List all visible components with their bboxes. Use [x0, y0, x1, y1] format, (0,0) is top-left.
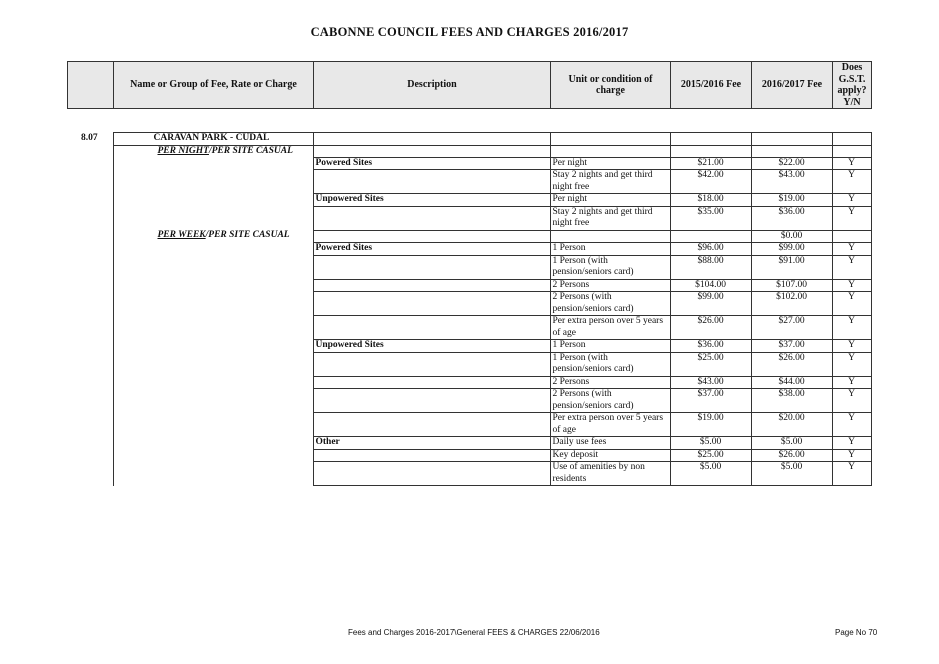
- unit-cell: 1 Person: [550, 340, 670, 353]
- subheading-per-week: PER WEEK/PER SITE CASUAL: [113, 230, 313, 243]
- table-row: [67, 170, 871, 194]
- gst-cell: Y: [832, 292, 871, 316]
- description-cell: [313, 352, 550, 376]
- name-cell: [113, 206, 313, 230]
- table-row: [67, 255, 871, 279]
- unit-cell: Key deposit: [550, 449, 670, 462]
- gst-cell: [832, 230, 871, 243]
- name-cell: [113, 376, 313, 389]
- unit-cell: Per night: [550, 194, 670, 207]
- description-cell: [313, 413, 550, 437]
- description-cell: [313, 230, 550, 243]
- description-cell: Powered Sites: [313, 157, 550, 170]
- fee-2016-cell: $99.00: [751, 243, 832, 256]
- unit-cell: Stay 2 nights and get third night free: [550, 170, 670, 194]
- fees-table: [67, 132, 872, 486]
- name-cell: [113, 352, 313, 376]
- table-row: [67, 279, 871, 292]
- name-cell: [113, 255, 313, 279]
- fee-2016-cell: $102.00: [751, 292, 832, 316]
- fee-2015-cell: $104.00: [670, 279, 751, 292]
- description-cell: [313, 462, 550, 486]
- fee-2016-cell: $91.00: [751, 255, 832, 279]
- section-code: 8.07: [81, 132, 98, 143]
- table-row: [67, 449, 871, 462]
- name-cell: [113, 437, 313, 450]
- fee-2016-cell: $26.00: [751, 352, 832, 376]
- unit-cell: 1 Person (with pension/seniors card): [550, 352, 670, 376]
- header-description: Description: [314, 62, 551, 109]
- unit-cell: Daily use fees: [550, 437, 670, 450]
- table-row: [67, 340, 871, 353]
- fee-2016-cell: $107.00: [751, 279, 832, 292]
- gst-cell: Y: [832, 437, 871, 450]
- unit-cell: Per night: [550, 157, 670, 170]
- unit-cell: Use of amenities by non residents: [550, 462, 670, 486]
- code-cell: [67, 157, 113, 170]
- gst-cell: Y: [832, 279, 871, 292]
- fee-2015-cell: $99.00: [670, 292, 751, 316]
- table-row: [67, 316, 871, 340]
- code-cell: [67, 170, 113, 194]
- name-cell: [113, 449, 313, 462]
- document-title: CABONNE COUNCIL FEES AND CHARGES 2016/2017: [310, 25, 629, 39]
- header-unit: Unit or condition of charge: [551, 62, 671, 109]
- fee-2015-cell: $25.00: [670, 352, 751, 376]
- table-row: [67, 376, 871, 389]
- code-cell: [67, 292, 113, 316]
- header-fee-2015: 2015/2016 Fee: [671, 62, 752, 109]
- fee-2016-cell: $5.00: [751, 462, 832, 486]
- fee-2015-cell: $43.00: [670, 376, 751, 389]
- table-row: [67, 194, 871, 207]
- table-row: [67, 243, 871, 256]
- gst-cell: Y: [832, 255, 871, 279]
- unit-cell: 2 Persons (with pension/seniors card): [550, 292, 670, 316]
- fee-2016-cell: $36.00: [751, 206, 832, 230]
- description-cell: [313, 255, 550, 279]
- gst-cell: Y: [832, 206, 871, 230]
- code-cell: [67, 243, 113, 256]
- footer-text: Fees and Charges 2016-2017\General FEES & CHARGES 22/06/2016: [348, 628, 600, 637]
- gst-cell: Y: [832, 352, 871, 376]
- name-cell: [113, 389, 313, 413]
- unit-cell: 2 Persons (with pension/seniors card): [550, 389, 670, 413]
- code-cell: [67, 413, 113, 437]
- description-cell: Other: [313, 437, 550, 450]
- code-cell: [67, 340, 113, 353]
- fee-2015-cell: $37.00: [670, 389, 751, 413]
- code-cell: [67, 194, 113, 207]
- code-cell: [67, 376, 113, 389]
- description-cell: [313, 316, 550, 340]
- fee-2015-cell: [670, 230, 751, 243]
- name-cell: [113, 340, 313, 353]
- gst-cell: Y: [832, 413, 871, 437]
- fee-2016-cell: $38.00: [751, 389, 832, 413]
- name-cell: [113, 316, 313, 340]
- table-row: [67, 352, 871, 376]
- code-cell: [67, 449, 113, 462]
- header-fee-2016: 2016/2017 Fee: [752, 62, 833, 109]
- code-cell: [67, 389, 113, 413]
- code-cell: [67, 230, 113, 243]
- gst-cell: Y: [832, 340, 871, 353]
- code-cell: [67, 352, 113, 376]
- description-cell: [313, 206, 550, 230]
- page-number: Page No 70: [835, 628, 878, 637]
- fee-2015-cell: $35.00: [670, 206, 751, 230]
- fee-2015-cell: $19.00: [670, 413, 751, 437]
- name-cell: [113, 279, 313, 292]
- description-cell: Powered Sites: [313, 243, 550, 256]
- description-cell: [313, 376, 550, 389]
- name-cell: [113, 413, 313, 437]
- gst-cell: Y: [832, 194, 871, 207]
- gst-cell: Y: [832, 376, 871, 389]
- gst-cell: Y: [832, 389, 871, 413]
- unit-cell: 1 Person (with pension/seniors card): [550, 255, 670, 279]
- description-cell: [313, 292, 550, 316]
- name-cell: [113, 243, 313, 256]
- fee-2015-cell: $96.00: [670, 243, 751, 256]
- header-gst: Does G.S.T. apply? Y/N: [833, 62, 872, 109]
- unit-cell: Per extra person over 5 years of age: [550, 316, 670, 340]
- fee-2016-cell: $43.00: [751, 170, 832, 194]
- name-cell: [113, 157, 313, 170]
- gst-cell: Y: [832, 449, 871, 462]
- fee-2016-cell: $37.00: [751, 340, 832, 353]
- description-cell: [313, 279, 550, 292]
- fee-2015-cell: $25.00: [670, 449, 751, 462]
- gst-cell: Y: [832, 170, 871, 194]
- unit-cell: 2 Persons: [550, 279, 670, 292]
- fee-2015-cell: $36.00: [670, 340, 751, 353]
- gst-cell: Y: [832, 462, 871, 486]
- code-cell: [67, 437, 113, 450]
- table-row: [67, 462, 871, 486]
- gst-cell: Y: [832, 243, 871, 256]
- fee-2015-cell: $88.00: [670, 255, 751, 279]
- fee-2016-cell: $20.00: [751, 413, 832, 437]
- description-cell: Unpowered Sites: [313, 194, 550, 207]
- fee-2015-cell: $42.00: [670, 170, 751, 194]
- unit-cell: 2 Persons: [550, 376, 670, 389]
- header-name: Name or Group of Fee, Rate or Charge: [114, 62, 314, 109]
- code-cell: [67, 255, 113, 279]
- description-cell: Unpowered Sites: [313, 340, 550, 353]
- fee-2016-cell: $44.00: [751, 376, 832, 389]
- fee-2016-cell: $5.00: [751, 437, 832, 450]
- fee-2016-cell: $26.00: [751, 449, 832, 462]
- fee-2015-cell: $5.00: [670, 462, 751, 486]
- gst-cell: Y: [832, 157, 871, 170]
- fee-2016-cell: $0.00: [751, 230, 832, 243]
- code-cell: [67, 279, 113, 292]
- header-code-cell: [68, 62, 114, 109]
- table-row: [67, 292, 871, 316]
- table-row: [67, 206, 871, 230]
- fee-2015-cell: $18.00: [670, 194, 751, 207]
- code-cell: [67, 316, 113, 340]
- gst-cell: Y: [832, 316, 871, 340]
- unit-cell: [550, 230, 670, 243]
- fee-2015-cell: $26.00: [670, 316, 751, 340]
- table-row: [67, 413, 871, 437]
- unit-cell: 1 Person: [550, 243, 670, 256]
- table-row: [67, 157, 871, 170]
- subheading-per-night: PER NIGHT/PER SITE CASUAL: [113, 145, 313, 157]
- description-cell: [313, 170, 550, 194]
- name-cell: [113, 462, 313, 486]
- table-row: [67, 389, 871, 413]
- fee-2016-cell: $19.00: [751, 194, 832, 207]
- unit-cell: Stay 2 nights and get third night free: [550, 206, 670, 230]
- fee-2015-cell: $5.00: [670, 437, 751, 450]
- unit-cell: Per extra person over 5 years of age: [550, 413, 670, 437]
- description-cell: [313, 449, 550, 462]
- fee-2015-cell: $21.00: [670, 157, 751, 170]
- fee-2016-cell: $22.00: [751, 157, 832, 170]
- name-cell: [113, 194, 313, 207]
- code-cell: [67, 206, 113, 230]
- section-name: CARAVAN PARK - CUDAL: [113, 133, 313, 146]
- fee-2016-cell: $27.00: [751, 316, 832, 340]
- description-cell: [313, 389, 550, 413]
- code-cell: [67, 462, 113, 486]
- table-row: [67, 437, 871, 450]
- name-cell: [113, 170, 313, 194]
- name-cell: [113, 292, 313, 316]
- column-header-table: [67, 61, 872, 109]
